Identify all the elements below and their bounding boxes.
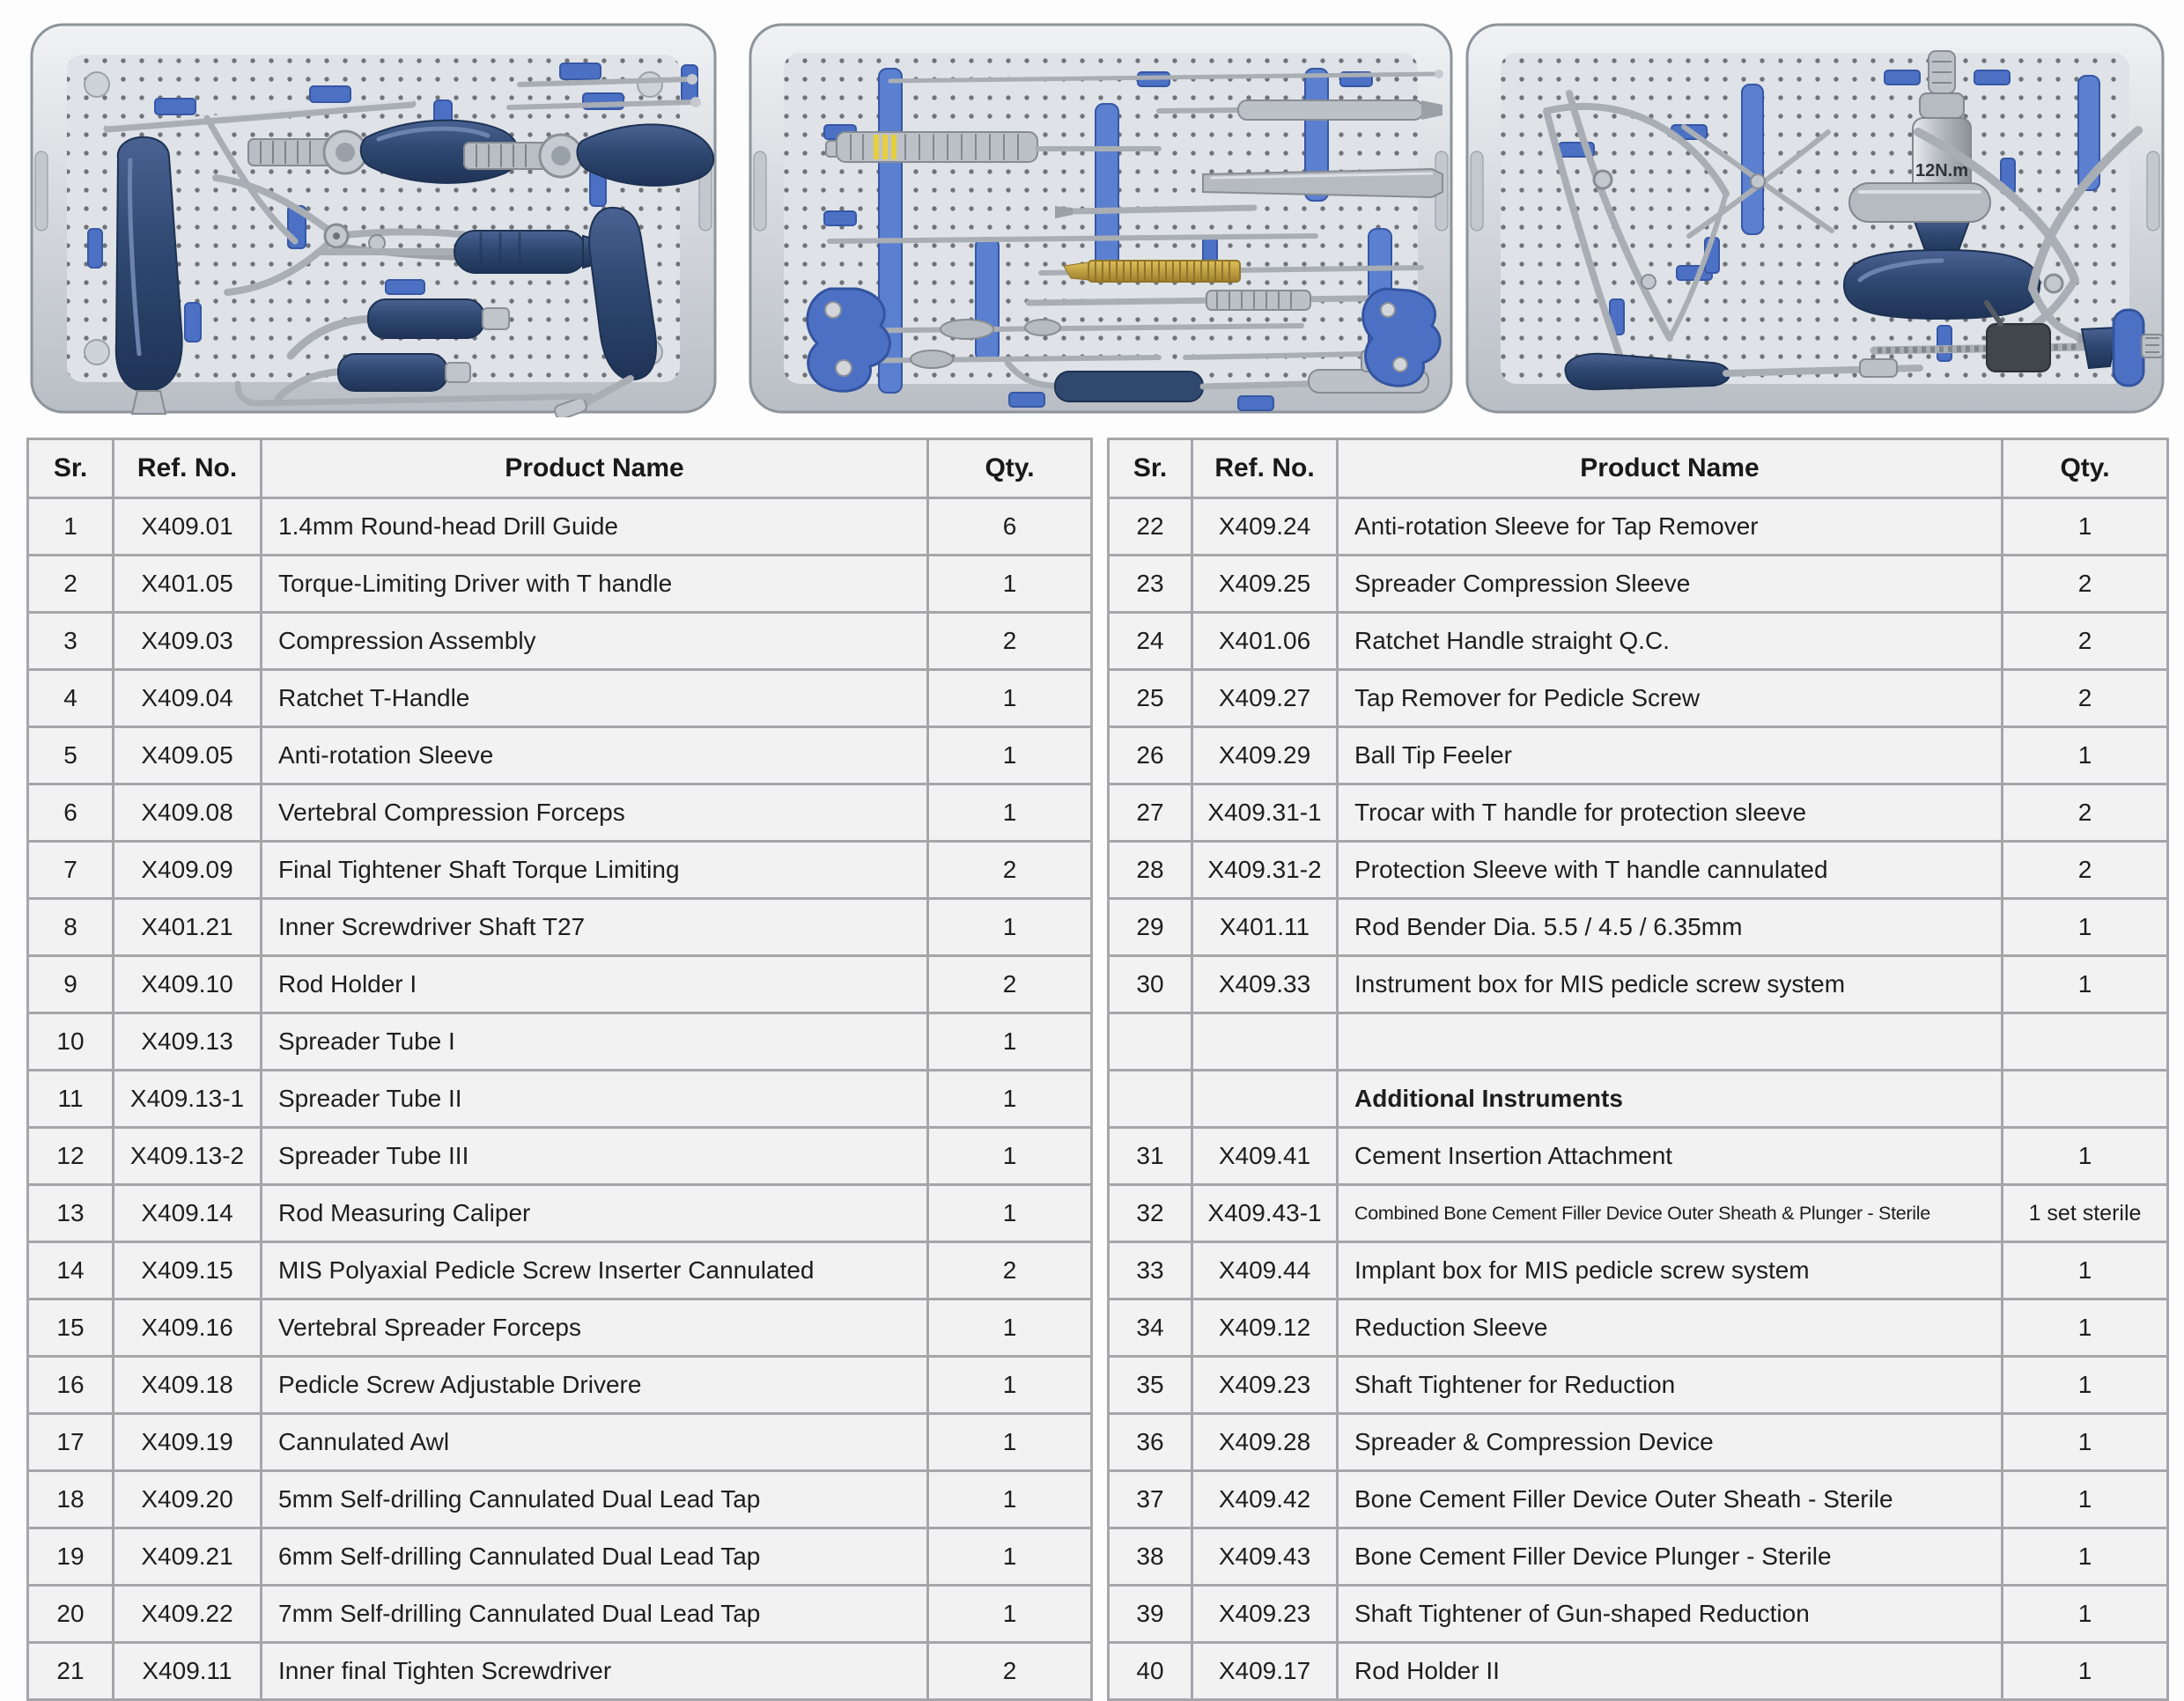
- cell-sr: 29: [1109, 899, 1192, 956]
- cell-sr: 12: [28, 1128, 114, 1185]
- cell-qty: 2: [2003, 613, 2168, 670]
- cell-sr: 10: [28, 1013, 114, 1071]
- cell-name: Vertebral Compression Forceps: [262, 784, 928, 842]
- cell-ref: X401.06: [1192, 613, 1338, 670]
- table-row: [1109, 1414, 2168, 1471]
- instrument-tray-photo-3: [1462, 19, 2168, 417]
- instrument-tray-photo-2: [745, 19, 1457, 417]
- table-row: [28, 842, 1092, 899]
- cell-name: Rod Bender Dia. 5.5 / 4.5 / 6.35mm: [1338, 899, 2003, 956]
- cell-ref: X409.01: [114, 498, 262, 556]
- cell-qty: 1: [928, 1528, 1092, 1586]
- cell-qty: 1: [2003, 498, 2168, 556]
- cell-qty: 1: [2003, 1242, 2168, 1300]
- cell-ref: X409.41: [1192, 1128, 1338, 1185]
- table-row: [1109, 670, 2168, 727]
- cell-qty: 1 set sterile: [2003, 1185, 2168, 1242]
- table-row: [1109, 899, 2168, 956]
- cell-qty: 1: [2003, 1471, 2168, 1528]
- cell-sr: 16: [28, 1357, 114, 1414]
- col-header-name: Product Name: [262, 439, 928, 498]
- table-row: [1109, 1128, 2168, 1185]
- cell-name: Implant box for MIS pedicle screw system: [1338, 1242, 2003, 1300]
- cell-ref: [1192, 1071, 1338, 1128]
- cell-qty: 1: [928, 556, 1092, 613]
- cell-sr: 30: [1109, 956, 1192, 1013]
- cell-ref: X409.29: [1192, 727, 1338, 784]
- cell-name: 5mm Self-drilling Cannulated Dual Lead Tap: [262, 1471, 928, 1528]
- cell-sr: 38: [1109, 1528, 1192, 1586]
- cell-qty: [2003, 1013, 2168, 1071]
- cell-ref: X401.05: [114, 556, 262, 613]
- table-row: [28, 784, 1092, 842]
- cell-name: MIS Polyaxial Pedicle Screw Inserter Cannulated: [262, 1242, 928, 1300]
- col-header-qty: Qty.: [928, 439, 1092, 498]
- header-row: [28, 439, 1092, 498]
- cell-name: Torque-Limiting Driver with T handle: [262, 556, 928, 613]
- cell-ref: X409.31-1: [1192, 784, 1338, 842]
- cell-name: Bone Cement Filler Device Outer Sheath - Sterile: [1338, 1471, 2003, 1528]
- cell-ref: X409.05: [114, 727, 262, 784]
- cell-sr: 35: [1109, 1357, 1192, 1414]
- cell-sr: [1109, 1071, 1192, 1128]
- cell-name: 7mm Self-drilling Cannulated Dual Lead Tap: [262, 1586, 928, 1643]
- table-row: [1109, 498, 2168, 556]
- table-row: [28, 727, 1092, 784]
- cell-qty: 1: [2003, 1300, 2168, 1357]
- cell-sr: 36: [1109, 1414, 1192, 1471]
- cell-name: Rod Holder I: [262, 956, 928, 1013]
- cell-ref: X401.21: [114, 899, 262, 956]
- cell-sr: 13: [28, 1185, 114, 1242]
- table-row: [1109, 1185, 2168, 1242]
- cell-qty: 2: [928, 613, 1092, 670]
- table-row: [28, 670, 1092, 727]
- cell-ref: X409.03: [114, 613, 262, 670]
- cell-qty: 2: [928, 1643, 1092, 1700]
- table-row: [1109, 842, 2168, 899]
- table-row: [28, 1643, 1092, 1700]
- cell-sr: 22: [1109, 498, 1192, 556]
- cell-qty: 2: [2003, 670, 2168, 727]
- cell-name: Trocar with T handle for protection sleeve: [1338, 784, 2003, 842]
- cell-ref: X409.11: [114, 1643, 262, 1700]
- table-row: [28, 498, 1092, 556]
- cell-name: Spreader & Compression Device: [1338, 1414, 2003, 1471]
- torque-label: 12N.m: [1915, 161, 1969, 180]
- cell-ref: X409.13: [114, 1013, 262, 1071]
- cell-sr: 32: [1109, 1185, 1192, 1242]
- cell-qty: 1: [2003, 899, 2168, 956]
- cell-ref: X409.31-2: [1192, 842, 1338, 899]
- blue-knob: [2114, 310, 2143, 386]
- cell-sr: 21: [28, 1643, 114, 1700]
- col-header-sr: Sr.: [28, 439, 114, 498]
- cell-name: Shaft Tightener for Reduction: [1338, 1357, 2003, 1414]
- cell-sr: 6: [28, 784, 114, 842]
- cell-sr: 3: [28, 613, 114, 670]
- cell-ref: X409.08: [114, 784, 262, 842]
- cell-name: Reduction Sleeve: [1338, 1300, 2003, 1357]
- cell-name: Ball Tip Feeler: [1338, 727, 2003, 784]
- cell-ref: X409.23: [1192, 1357, 1338, 1414]
- cell-qty: 1: [2003, 727, 2168, 784]
- cell-ref: X409.20: [114, 1471, 262, 1528]
- cell-ref: [1192, 1013, 1338, 1071]
- cell-name: Spreader Tube III: [262, 1128, 928, 1185]
- cell-sr: 8: [28, 899, 114, 956]
- cell-sr: 33: [1109, 1242, 1192, 1300]
- col-header-ref: Ref. No.: [1192, 439, 1338, 498]
- table-row: [28, 556, 1092, 613]
- cell-sr: 25: [1109, 670, 1192, 727]
- parts-table-right: [1107, 438, 2169, 1701]
- empty-row: [1109, 1013, 2168, 1071]
- cell-qty: 6: [928, 498, 1092, 556]
- instrument-tray-photo-1: [26, 19, 720, 417]
- col-header-name: Product Name: [1338, 439, 2003, 498]
- cell-sr: 9: [28, 956, 114, 1013]
- cell-name: Tap Remover for Pedicle Screw: [1338, 670, 2003, 727]
- cell-ref: X409.13-1: [114, 1071, 262, 1128]
- cell-ref: X409.10: [114, 956, 262, 1013]
- cell-name: Final Tightener Shaft Torque Limiting: [262, 842, 928, 899]
- cell-qty: 1: [928, 1013, 1092, 1071]
- table-row: [28, 613, 1092, 670]
- cell-ref: X409.27: [1192, 670, 1338, 727]
- cell-ref: X409.16: [114, 1300, 262, 1357]
- cell-name: Rod Holder II: [1338, 1643, 2003, 1700]
- cell-qty: 1: [2003, 956, 2168, 1013]
- cell-sr: [1109, 1013, 1192, 1071]
- cell-ref: X409.43: [1192, 1528, 1338, 1586]
- cell-name: Compression Assembly: [262, 613, 928, 670]
- cell-qty: 1: [2003, 1128, 2168, 1185]
- col-header-ref: Ref. No.: [114, 439, 262, 498]
- table-row: [28, 1185, 1092, 1242]
- cell-ref: X409.09: [114, 842, 262, 899]
- cell-qty: 1: [928, 670, 1092, 727]
- cell-sr: 18: [28, 1471, 114, 1528]
- cell-name: Cement Insertion Attachment: [1338, 1128, 2003, 1185]
- table-row: [28, 1128, 1092, 1185]
- cell-name: Spreader Tube II: [262, 1071, 928, 1128]
- table-row: [1109, 613, 2168, 670]
- cell-qty: 1: [2003, 1643, 2168, 1700]
- cell-qty: 1: [928, 1185, 1092, 1242]
- col-header-sr: Sr.: [1109, 439, 1192, 498]
- table-row: [28, 1013, 1092, 1071]
- cell-qty: 1: [928, 727, 1092, 784]
- cell-ref: X409.24: [1192, 498, 1338, 556]
- cell-sr: 14: [28, 1242, 114, 1300]
- cell-ref: X409.14: [114, 1185, 262, 1242]
- cell-ref: X409.12: [1192, 1300, 1338, 1357]
- cell-sr: 28: [1109, 842, 1192, 899]
- table-row: [1109, 556, 2168, 613]
- cell-name: Anti-rotation Sleeve for Tap Remover: [1338, 498, 2003, 556]
- cell-name: Cannulated Awl: [262, 1414, 928, 1471]
- cell-name: Shaft Tightener of Gun-shaped Reduction: [1338, 1586, 2003, 1643]
- cell-qty: 1: [928, 1586, 1092, 1643]
- cell-name: [1338, 1013, 2003, 1071]
- gold-tap: [1088, 261, 1240, 282]
- parts-table-left: [26, 438, 1093, 1701]
- cell-ref: X409.18: [114, 1357, 262, 1414]
- cell-ref: X409.04: [114, 670, 262, 727]
- table-row: [1109, 1357, 2168, 1414]
- cell-ref: X409.22: [114, 1586, 262, 1643]
- table-row: [28, 1471, 1092, 1528]
- cell-ref: X401.11: [1192, 899, 1338, 956]
- cell-sr: 27: [1109, 784, 1192, 842]
- table-row: [28, 1071, 1092, 1128]
- cell-sr: 24: [1109, 613, 1192, 670]
- table-row: [1109, 1471, 2168, 1528]
- cell-ref: X409.28: [1192, 1414, 1338, 1471]
- cell-ref: X409.43-1: [1192, 1185, 1338, 1242]
- tray-latch-right: [2147, 151, 2159, 231]
- cell-sr: 1: [28, 498, 114, 556]
- cell-ref: X409.42: [1192, 1471, 1338, 1528]
- cell-name: Protection Sleeve with T handle cannulated: [1338, 842, 2003, 899]
- cell-sr: 40: [1109, 1643, 1192, 1700]
- cell-name: Ratchet Handle straight Q.C.: [1338, 613, 2003, 670]
- cell-ref: X409.21: [114, 1528, 262, 1586]
- cell-qty: 1: [2003, 1414, 2168, 1471]
- cell-sr: 34: [1109, 1300, 1192, 1357]
- cell-sr: 20: [28, 1586, 114, 1643]
- table-row: [28, 1242, 1092, 1300]
- table-row: [1109, 727, 2168, 784]
- table-row: [1109, 1643, 2168, 1700]
- cell-qty: 2: [928, 1242, 1092, 1300]
- cell-name: 1.4mm Round-head Drill Guide: [262, 498, 928, 556]
- cell-ref: X409.13-2: [114, 1128, 262, 1185]
- cell-ref: X409.17: [1192, 1643, 1338, 1700]
- cell-name: Inner final Tighten Screwdriver: [262, 1643, 928, 1700]
- table-row: [28, 1357, 1092, 1414]
- table-row: [28, 899, 1092, 956]
- cell-sr: 39: [1109, 1586, 1192, 1643]
- table-row: [1109, 1586, 2168, 1643]
- cell-sr: 31: [1109, 1128, 1192, 1185]
- cell-qty: 1: [928, 1357, 1092, 1414]
- cell-ref: X409.33: [1192, 956, 1338, 1013]
- cell-name: Vertebral Spreader Forceps: [262, 1300, 928, 1357]
- section-row: [1109, 1071, 2168, 1128]
- table-row: [1109, 1528, 2168, 1586]
- table-row: [28, 1528, 1092, 1586]
- cell-qty: 1: [928, 899, 1092, 956]
- cell-qty: 1: [2003, 1528, 2168, 1586]
- cell-qty: 2: [928, 956, 1092, 1013]
- cell-qty: 2: [2003, 556, 2168, 613]
- cell-name: Bone Cement Filler Device Plunger - Sterile: [1338, 1528, 2003, 1586]
- cell-name: 6mm Self-drilling Cannulated Dual Lead Tap: [262, 1528, 928, 1586]
- cell-name: Ratchet T-Handle: [262, 670, 928, 727]
- cell-name: Pedicle Screw Adjustable Drivere: [262, 1357, 928, 1414]
- table-row: [28, 1300, 1092, 1357]
- table-row: [1109, 784, 2168, 842]
- cell-sr: 4: [28, 670, 114, 727]
- tray-latch-left: [35, 151, 48, 231]
- table-header: [28, 439, 1092, 498]
- table-row: [1109, 1300, 2168, 1357]
- cell-sr: 19: [28, 1528, 114, 1586]
- table-row: [28, 1414, 1092, 1471]
- cell-qty: 1: [928, 1128, 1092, 1185]
- header-row: [1109, 439, 2168, 498]
- cell-sr: 11: [28, 1071, 114, 1128]
- cell-ref: X409.15: [114, 1242, 262, 1300]
- cell-qty: 1: [928, 1414, 1092, 1471]
- cell-sr: 2: [28, 556, 114, 613]
- cell-ref: X409.25: [1192, 556, 1338, 613]
- col-header-qty: Qty.: [2003, 439, 2168, 498]
- cell-name: Spreader Tube I: [262, 1013, 928, 1071]
- cell-ref: X409.44: [1192, 1242, 1338, 1300]
- tray-latch-left: [1471, 151, 1483, 231]
- cell-name: Anti-rotation Sleeve: [262, 727, 928, 784]
- cell-sr: 15: [28, 1300, 114, 1357]
- table-header: [1109, 439, 2168, 498]
- table-row: [28, 1586, 1092, 1643]
- cell-name: Combined Bone Cement Filler Device Outer Sheath & Plunger - Sterile: [1338, 1185, 2003, 1242]
- cell-sr: 7: [28, 842, 114, 899]
- cell-sr: 26: [1109, 727, 1192, 784]
- cell-qty: 2: [2003, 784, 2168, 842]
- cell-name: Spreader Compression Sleeve: [1338, 556, 2003, 613]
- tray-latch-left: [754, 151, 766, 231]
- table-row: [1109, 956, 2168, 1013]
- cell-sr: 37: [1109, 1471, 1192, 1528]
- cell-sr: 17: [28, 1414, 114, 1471]
- cell-name: Additional Instruments: [1338, 1071, 2003, 1128]
- cell-qty: 2: [2003, 842, 2168, 899]
- cell-name: Inner Screwdriver Shaft T27: [262, 899, 928, 956]
- cell-name: Instrument box for MIS pedicle screw system: [1338, 956, 2003, 1013]
- table-row: [1109, 1242, 2168, 1300]
- cell-qty: 1: [928, 1300, 1092, 1357]
- cell-qty: 1: [2003, 1586, 2168, 1643]
- cell-qty: 1: [2003, 1357, 2168, 1414]
- cell-ref: X409.23: [1192, 1586, 1338, 1643]
- cell-qty: 2: [928, 842, 1092, 899]
- table-row: [28, 956, 1092, 1013]
- cell-sr: 23: [1109, 556, 1192, 613]
- cell-qty: 1: [928, 784, 1092, 842]
- cell-qty: 1: [928, 1071, 1092, 1128]
- cell-ref: X409.19: [114, 1414, 262, 1471]
- cell-qty: 1: [928, 1471, 1092, 1528]
- cell-sr: 5: [28, 727, 114, 784]
- cell-qty: [2003, 1071, 2168, 1128]
- cell-name: Rod Measuring Caliper: [262, 1185, 928, 1242]
